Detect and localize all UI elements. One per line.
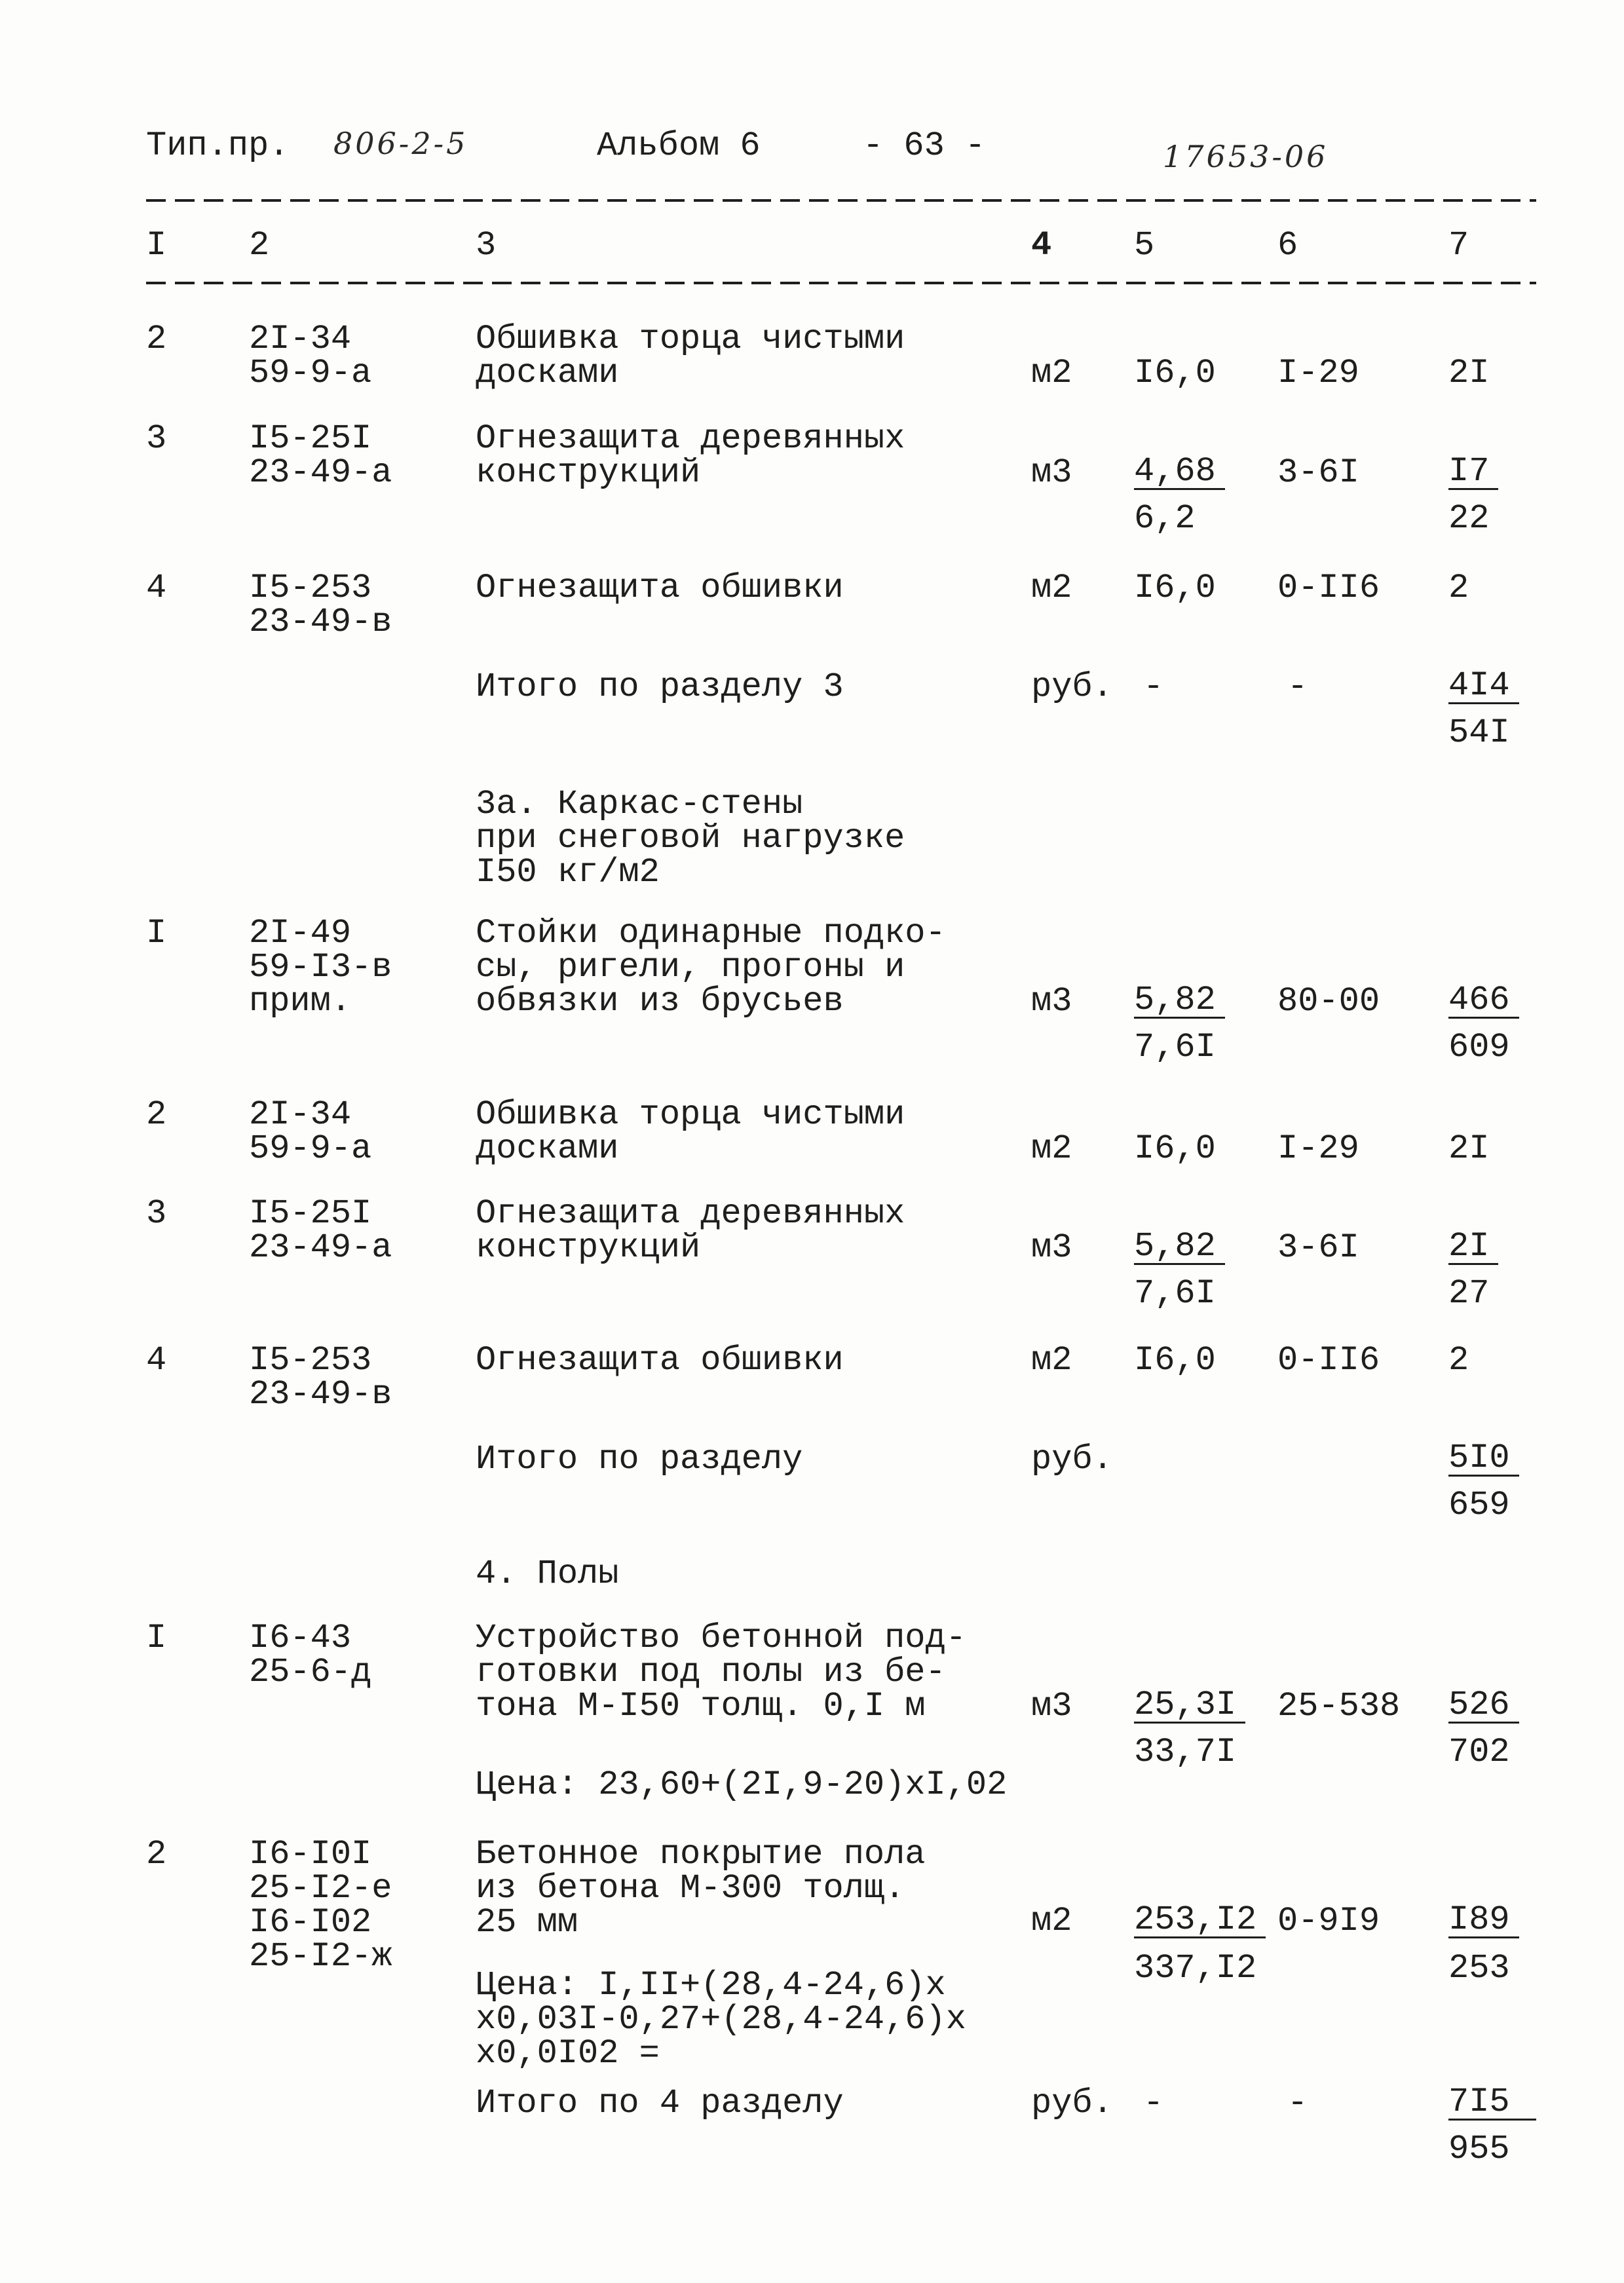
- column-header: 5: [1134, 226, 1155, 265]
- unit: руб.: [1031, 1440, 1113, 1479]
- work-description: [476, 1835, 926, 1942]
- price-formula-line: x0,0I02 =: [476, 2034, 660, 2073]
- quantity: I6,0: [1134, 354, 1216, 392]
- norm-code-line: 59-9-а: [249, 1129, 372, 1168]
- norm-code-line: 23-49-а: [249, 453, 392, 492]
- total-cost-converted: 27: [1448, 1274, 1490, 1313]
- unit-price: 3-6I: [1277, 453, 1359, 492]
- norm-code: [249, 1095, 372, 1168]
- norm-code-line: I6-I02: [249, 1903, 372, 1942]
- quantity: [1134, 1688, 1245, 1724]
- dashed-rule-top: [146, 199, 1536, 202]
- row-number: I: [146, 914, 167, 953]
- norm-code-line: I5-25I: [249, 1194, 372, 1233]
- total-cost-converted: 253: [1448, 1949, 1510, 1988]
- quantity-converted: 7,6I: [1134, 1274, 1216, 1313]
- column-header: 6: [1277, 226, 1298, 265]
- row-number: 2: [146, 1095, 167, 1134]
- table-row: [0, 1194, 1624, 1313]
- unit-price: 3-6I: [1277, 1228, 1359, 1267]
- row-number: I: [146, 1619, 167, 1657]
- norm-code: [249, 571, 392, 639]
- table-row: [0, 320, 1624, 392]
- quantity-value: 25,3I: [1134, 1689, 1245, 1724]
- norm-code-line: I5-253: [249, 1341, 372, 1380]
- quantity-converted: 6,2: [1134, 499, 1196, 538]
- quantity-converted: 337,I2: [1134, 1949, 1257, 1988]
- unit-price: I-29: [1277, 354, 1359, 392]
- total-cost: [1448, 1441, 1519, 1477]
- total-label: Итого по 4 разделу: [476, 2084, 844, 2123]
- total-cost-converted: 609: [1448, 1028, 1510, 1066]
- total-cost: [1448, 2085, 1536, 2121]
- norm-code-line: 23-49-в: [249, 603, 392, 641]
- norm-code-line: прим.: [249, 982, 352, 1021]
- section-title: [476, 787, 905, 890]
- description-line: досками: [476, 354, 619, 392]
- quantity: I6,0: [1134, 569, 1216, 607]
- quantity: [1134, 1227, 1225, 1266]
- total-cost: [1448, 666, 1519, 705]
- quantity-value: 5,82: [1134, 1230, 1225, 1265]
- description-line: Огнезащита деревянных: [476, 1194, 905, 1233]
- work-description: [476, 1095, 905, 1168]
- norm-code-line: I5-25I: [249, 419, 372, 458]
- table-row: [0, 1619, 1624, 1804]
- description-line: Обшивка торца чистыми: [476, 1095, 905, 1134]
- quantity: I6,0: [1134, 1129, 1216, 1168]
- description-line: досками: [476, 1129, 619, 1168]
- work-description: [476, 1194, 905, 1267]
- unit: м2: [1031, 1902, 1072, 1940]
- total-cost-value: 466: [1448, 984, 1519, 1019]
- row-number: 4: [146, 1341, 167, 1380]
- total-cost: [1448, 1688, 1519, 1724]
- description-line: Устройство бетонной под-: [476, 1619, 966, 1657]
- norm-code: [249, 419, 392, 492]
- unit: м3: [1031, 1687, 1072, 1726]
- dashed-rule-header: [146, 282, 1536, 284]
- norm-code-line: 2I-49: [249, 914, 352, 953]
- description-line: Огнезащита обшивки: [476, 1341, 844, 1380]
- unit-price: 25-538: [1277, 1687, 1401, 1726]
- description-line: обвязки из брусьев: [476, 982, 844, 1021]
- work-description: [476, 916, 946, 1019]
- row-number: 2: [146, 1835, 167, 1874]
- norm-code-line: 25-I2-ж: [249, 1937, 392, 1976]
- total-label: Итого по разделу: [476, 1440, 803, 1479]
- quantity: I6,0: [1134, 1341, 1216, 1380]
- total-cost-value: 7I5: [1448, 2086, 1536, 2121]
- description-line: Огнезащита деревянных: [476, 419, 905, 458]
- unit-price: -: [1287, 2084, 1308, 2123]
- row-number: 4: [146, 569, 167, 607]
- table-row: [0, 914, 1624, 1066]
- total-cost-converted: 22: [1448, 499, 1490, 538]
- total-cost-value: 4I4: [1448, 670, 1519, 704]
- work-description: [476, 571, 844, 605]
- unit: м3: [1031, 1228, 1072, 1267]
- row-number: 3: [146, 419, 167, 458]
- total-row: [0, 2083, 1624, 2168]
- quantity: -: [1143, 2084, 1164, 2123]
- description-line: 25 мм: [476, 1903, 578, 1942]
- description-line: конструкций: [476, 453, 701, 492]
- type-project-label: Тип.пр.: [146, 126, 290, 165]
- description-line: Бетонное покрытие пола: [476, 1835, 926, 1874]
- quantity-value: 5,82: [1134, 984, 1225, 1019]
- norm-code-line: 25-6-д: [249, 1653, 372, 1691]
- quantity-value: 4,68: [1134, 455, 1225, 490]
- quantity: -: [1143, 668, 1164, 706]
- total-cost-converted: 54I: [1448, 713, 1510, 752]
- table-row: [0, 1095, 1624, 1168]
- unit: руб.: [1031, 668, 1113, 706]
- total-cost: 2: [1448, 569, 1469, 607]
- total-label: Итого по разделу 3: [476, 668, 844, 706]
- unit-price: I-29: [1277, 1129, 1359, 1168]
- price-formula: [476, 1765, 1008, 1804]
- table-row: [0, 569, 1624, 641]
- description-line: готовки под полы из бе-: [476, 1653, 946, 1691]
- norm-code-line: 23-49-а: [249, 1228, 392, 1267]
- quantity-converted: 7,6I: [1134, 1028, 1216, 1066]
- work-description: [476, 1341, 844, 1380]
- description-line: Обшивка торца чистыми: [476, 320, 905, 358]
- quantity: [1134, 1900, 1266, 1939]
- work-description: [476, 322, 905, 390]
- unit: м2: [1031, 1341, 1072, 1380]
- row-number: 2: [146, 320, 167, 358]
- unit-price: 0-9I9: [1277, 1902, 1380, 1940]
- description-line: Стойки одинарные подко-: [476, 914, 946, 953]
- norm-code-line: 2I-34: [249, 1095, 352, 1134]
- unit-price: 0-II6: [1277, 1341, 1380, 1380]
- section-title: 4. Полы: [476, 1555, 619, 1593]
- price-formula: [476, 1966, 966, 2073]
- column-header: 7: [1448, 226, 1469, 265]
- total-cost-converted: 955: [1448, 2130, 1510, 2168]
- total-cost-value: I89: [1448, 1904, 1519, 1938]
- quantity: [1134, 452, 1225, 491]
- price-formula-line: x0,03I-0,27+(28,4-24,6)x: [476, 2000, 966, 2039]
- page-number: - 63 -: [863, 126, 986, 165]
- unit: руб.: [1031, 2084, 1113, 2123]
- norm-code-line: 59-9-а: [249, 354, 372, 392]
- norm-code: [249, 1835, 392, 1976]
- album-label: Альбом 6: [597, 126, 761, 165]
- total-cost: 2: [1448, 1341, 1469, 1380]
- total-cost-value: 2I: [1448, 1230, 1498, 1265]
- total-cost-converted: 659: [1448, 1486, 1510, 1524]
- total-cost: [1448, 983, 1519, 1019]
- column-header: 4: [1031, 226, 1052, 265]
- norm-code-line: I5-253: [249, 569, 372, 607]
- quantity-converted: 33,7I: [1134, 1733, 1237, 1771]
- total-cost-value: I7: [1448, 455, 1498, 490]
- norm-code: [249, 1194, 392, 1267]
- description-line: из бетона М-300 толщ.: [476, 1869, 905, 1908]
- description-line: сы, ригели, прогоны и: [476, 948, 905, 987]
- total-cost: 2I: [1448, 1129, 1490, 1168]
- unit: м2: [1031, 569, 1072, 607]
- norm-code-line: 25-I2-е: [249, 1869, 392, 1908]
- unit-price: 80-00: [1277, 982, 1380, 1021]
- unit-price: -: [1287, 668, 1308, 706]
- price-formula-line: Цена: I,II+(28,4-24,6)x: [476, 1966, 946, 2005]
- quantity-value: 253,I2: [1134, 1904, 1266, 1938]
- work-description: [476, 1621, 966, 1724]
- price-formula-line: Цена: 23,60+(2I,9-20)xI,02: [476, 1765, 1008, 1804]
- section-title-line: I50 кг/м2: [476, 853, 660, 892]
- row-number: 3: [146, 1194, 167, 1233]
- section-title-line: при снеговой нагрузке: [476, 819, 905, 858]
- column-header: 2: [249, 226, 270, 265]
- norm-code-line: I6-I0I: [249, 1835, 372, 1874]
- total-cost-value: 5I0: [1448, 1442, 1519, 1477]
- total-cost-value: 526: [1448, 1689, 1519, 1724]
- total-row: [0, 666, 1624, 752]
- norm-code: [249, 916, 392, 1019]
- unit-price: 0-II6: [1277, 569, 1380, 607]
- work-description: [476, 419, 905, 492]
- description-line: Огнезащита обшивки: [476, 569, 844, 607]
- unit: м3: [1031, 982, 1072, 1021]
- total-cost: [1448, 452, 1498, 491]
- total-cost: [1448, 1900, 1519, 1939]
- norm-code-line: 23-49-в: [249, 1375, 392, 1414]
- norm-code: [249, 1621, 371, 1689]
- norm-code-line: I6-43: [249, 1619, 352, 1657]
- unit: м3: [1031, 453, 1072, 492]
- unit: м2: [1031, 354, 1072, 392]
- inventory-number: 17653-06: [1163, 139, 1329, 174]
- norm-code-line: 59-I3-в: [249, 948, 392, 987]
- norm-code: [249, 322, 371, 390]
- unit: м2: [1031, 1129, 1072, 1168]
- total-cost: 2I: [1448, 354, 1490, 392]
- project-number: 806-2-5: [333, 126, 468, 161]
- norm-code-line: 2I-34: [249, 320, 352, 358]
- description-line: конструкций: [476, 1228, 701, 1267]
- quantity: [1134, 983, 1225, 1019]
- table-row: [0, 419, 1624, 538]
- total-cost: [1448, 1227, 1498, 1266]
- norm-code: [249, 1341, 392, 1414]
- description-line: тона М-I50 толщ. 0,I м: [476, 1687, 926, 1726]
- column-header: I: [146, 226, 167, 265]
- section-title-line: 3а. Каркас-стены: [476, 785, 803, 823]
- column-header: 3: [476, 226, 497, 265]
- total-cost-converted: 702: [1448, 1733, 1510, 1771]
